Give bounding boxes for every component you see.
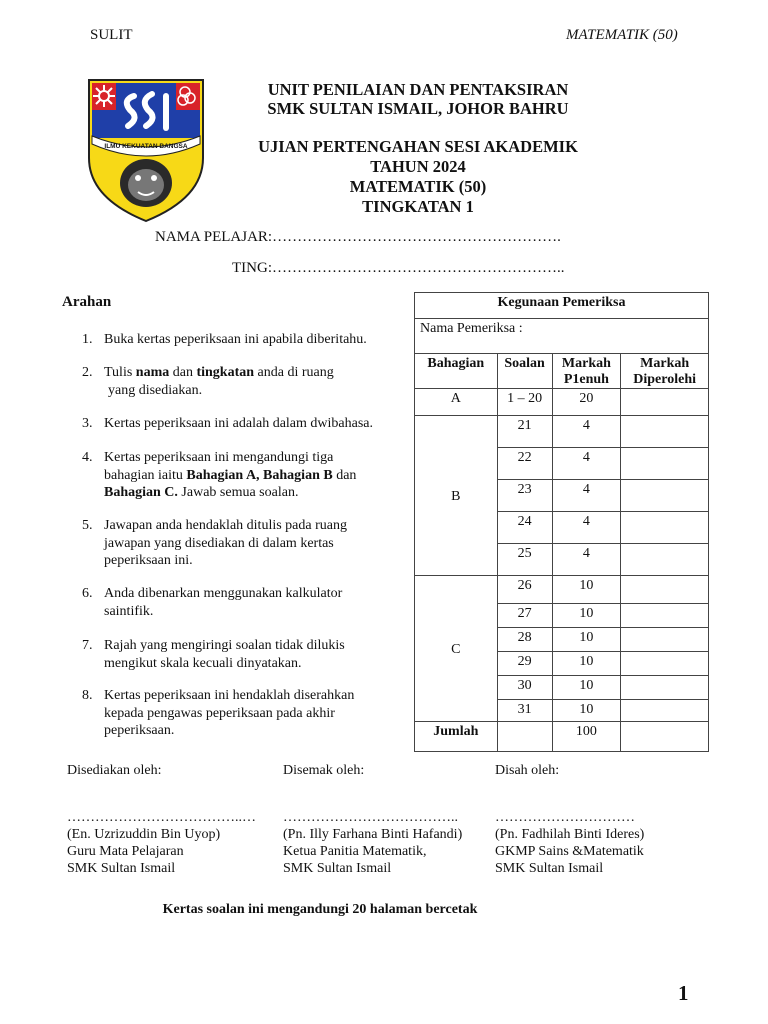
- score-cell[interactable]: [621, 389, 709, 416]
- instructions-title: Arahan: [62, 294, 112, 310]
- page-number: 1: [678, 981, 689, 1005]
- title-year: TAHUN 2024: [370, 157, 466, 176]
- student-class-field: TING:…………………………………………………..: [232, 260, 565, 276]
- total-score-cell[interactable]: [621, 722, 709, 752]
- markah-cell: 10: [552, 652, 621, 676]
- score-cell[interactable]: [621, 416, 709, 448]
- markah-cell: 20: [552, 389, 621, 416]
- title-subject: MATEMATIK (50): [349, 177, 487, 196]
- section-a: A: [415, 389, 498, 416]
- instruction-2: 2. Tulis nama dan tingkatan anda di ruang yang disediakan.: [82, 365, 334, 398]
- header-sulit: SULIT: [90, 27, 133, 43]
- score-cell[interactable]: [621, 604, 709, 628]
- table-row: [415, 576, 709, 604]
- score-cell[interactable]: [621, 700, 709, 722]
- jumlah-label: Jumlah: [415, 722, 498, 752]
- score-cell[interactable]: [621, 676, 709, 700]
- instruction-6: 6. Anda dibenarkan menggunakan kalkulator saintifik.: [82, 586, 343, 619]
- header-soalan: Soalan: [497, 354, 552, 389]
- soalan-cell: 31: [497, 700, 552, 722]
- markah-cell: 4: [552, 544, 621, 576]
- score-cell[interactable]: [621, 576, 709, 604]
- school-crest-logo: [86, 78, 206, 223]
- soalan-cell: 27: [497, 604, 552, 628]
- student-name-field: NAMA PELAJAR:………………………………………………….: [155, 229, 561, 245]
- markah-cell: 4: [552, 480, 621, 512]
- soalan-cell: 23: [497, 480, 552, 512]
- jumlah-soalan-empty: [497, 722, 552, 752]
- soalan-cell: 21: [497, 416, 552, 448]
- score-cell[interactable]: [621, 628, 709, 652]
- soalan-cell: 1 – 20: [497, 389, 552, 416]
- soalan-cell: 25: [497, 544, 552, 576]
- markah-cell: 10: [552, 576, 621, 604]
- soalan-cell: 29: [497, 652, 552, 676]
- section-b: B: [415, 416, 498, 576]
- markah-cell: 10: [552, 628, 621, 652]
- score-cell[interactable]: [621, 512, 709, 544]
- header-markah-penuh: Markah P1enuh: [552, 354, 621, 389]
- table-row-total: [415, 722, 709, 752]
- examiner-table: [414, 292, 709, 752]
- soalan-cell: 22: [497, 448, 552, 480]
- score-cell[interactable]: [621, 652, 709, 676]
- soalan-cell: 30: [497, 676, 552, 700]
- section-c: C: [415, 576, 498, 722]
- header-markah-diperolehi: Markah Diperolehi: [621, 354, 709, 389]
- title-unit: UNIT PENILAIAN DAN PENTAKSIRAN: [267, 80, 569, 99]
- table-row: [415, 389, 709, 416]
- instruction-3: 3. Kertas peperiksaan ini adalah dalam dwibahasa.: [82, 416, 374, 431]
- soalan-cell: 26: [497, 576, 552, 604]
- title-exam: UJIAN PERTENGAHAN SESI AKADEMIK: [258, 137, 578, 156]
- crest-ribbon-text: ILMU KEKUATAN BANGSA: [104, 143, 188, 150]
- markah-cell: 4: [552, 416, 621, 448]
- markah-cell: 10: [552, 700, 621, 722]
- signature-approved: Disah oleh: ………………………… (Pn. Fadhilah Binti Ideres) GKMP Sains &Matematik SMK Sultan Ismail: [495, 763, 645, 876]
- jumlah-value: 100: [552, 722, 621, 752]
- instruction-4: 4. Kertas peperiksaan ini mengandungi tiga bahagian iaitu Bahagian A, Bahagian B dan Bahagian C. Jawab semua soalan.: [82, 450, 357, 500]
- signature-prepared: Disediakan oleh: ………………………………..… (En. Uzrizuddin Bin Uyop) Guru Mata Pelajaran SMK Sultan Ismail: [67, 763, 256, 876]
- score-cell[interactable]: [621, 544, 709, 576]
- instruction-5: 5. Jawapan anda hendaklah ditulis pada ruang jawapan yang disediakan di dalam kertas peperiksaan ini.: [82, 518, 347, 568]
- soalan-cell: 28: [497, 628, 552, 652]
- markah-cell: 4: [552, 512, 621, 544]
- markah-cell: 10: [552, 604, 621, 628]
- header-bahagian: Bahagian: [415, 354, 498, 389]
- header-subject: MATEMATIK (50): [566, 27, 678, 43]
- score-cell[interactable]: [621, 480, 709, 512]
- title-form: TINGKATAN 1: [362, 197, 474, 216]
- score-cell[interactable]: [621, 448, 709, 480]
- instruction-1: 1. Buka kertas peperiksaan ini apabila diberitahu.: [82, 332, 367, 347]
- signature-checked: Disemak oleh: ……………………………….. (Pn. Illy Farhana Binti Hafandi) Ketua Panitia Matematik, SMK Sultan Ismail: [283, 763, 463, 876]
- instruction-7: 7. Rajah yang mengiringi soalan tidak dilukis mengikut skala kecuali dinyatakan.: [82, 638, 345, 671]
- page-count-note: Kertas soalan ini mengandungi 20 halaman bercetak: [162, 902, 478, 917]
- title-school: SMK SULTAN ISMAIL, JOHOR BAHRU: [267, 99, 569, 118]
- examiner-name-label: Nama Pemeriksa :: [415, 319, 709, 354]
- markah-cell: 4: [552, 448, 621, 480]
- table-row: [415, 416, 709, 448]
- table-title: Kegunaan Pemeriksa: [415, 293, 709, 319]
- instruction-8: 8. Kertas peperiksaan ini hendaklah diserahkan kepada pengawas peperiksaan pada akhir peperiksaan.: [82, 688, 355, 738]
- markah-cell: 10: [552, 676, 621, 700]
- soalan-cell: 24: [497, 512, 552, 544]
